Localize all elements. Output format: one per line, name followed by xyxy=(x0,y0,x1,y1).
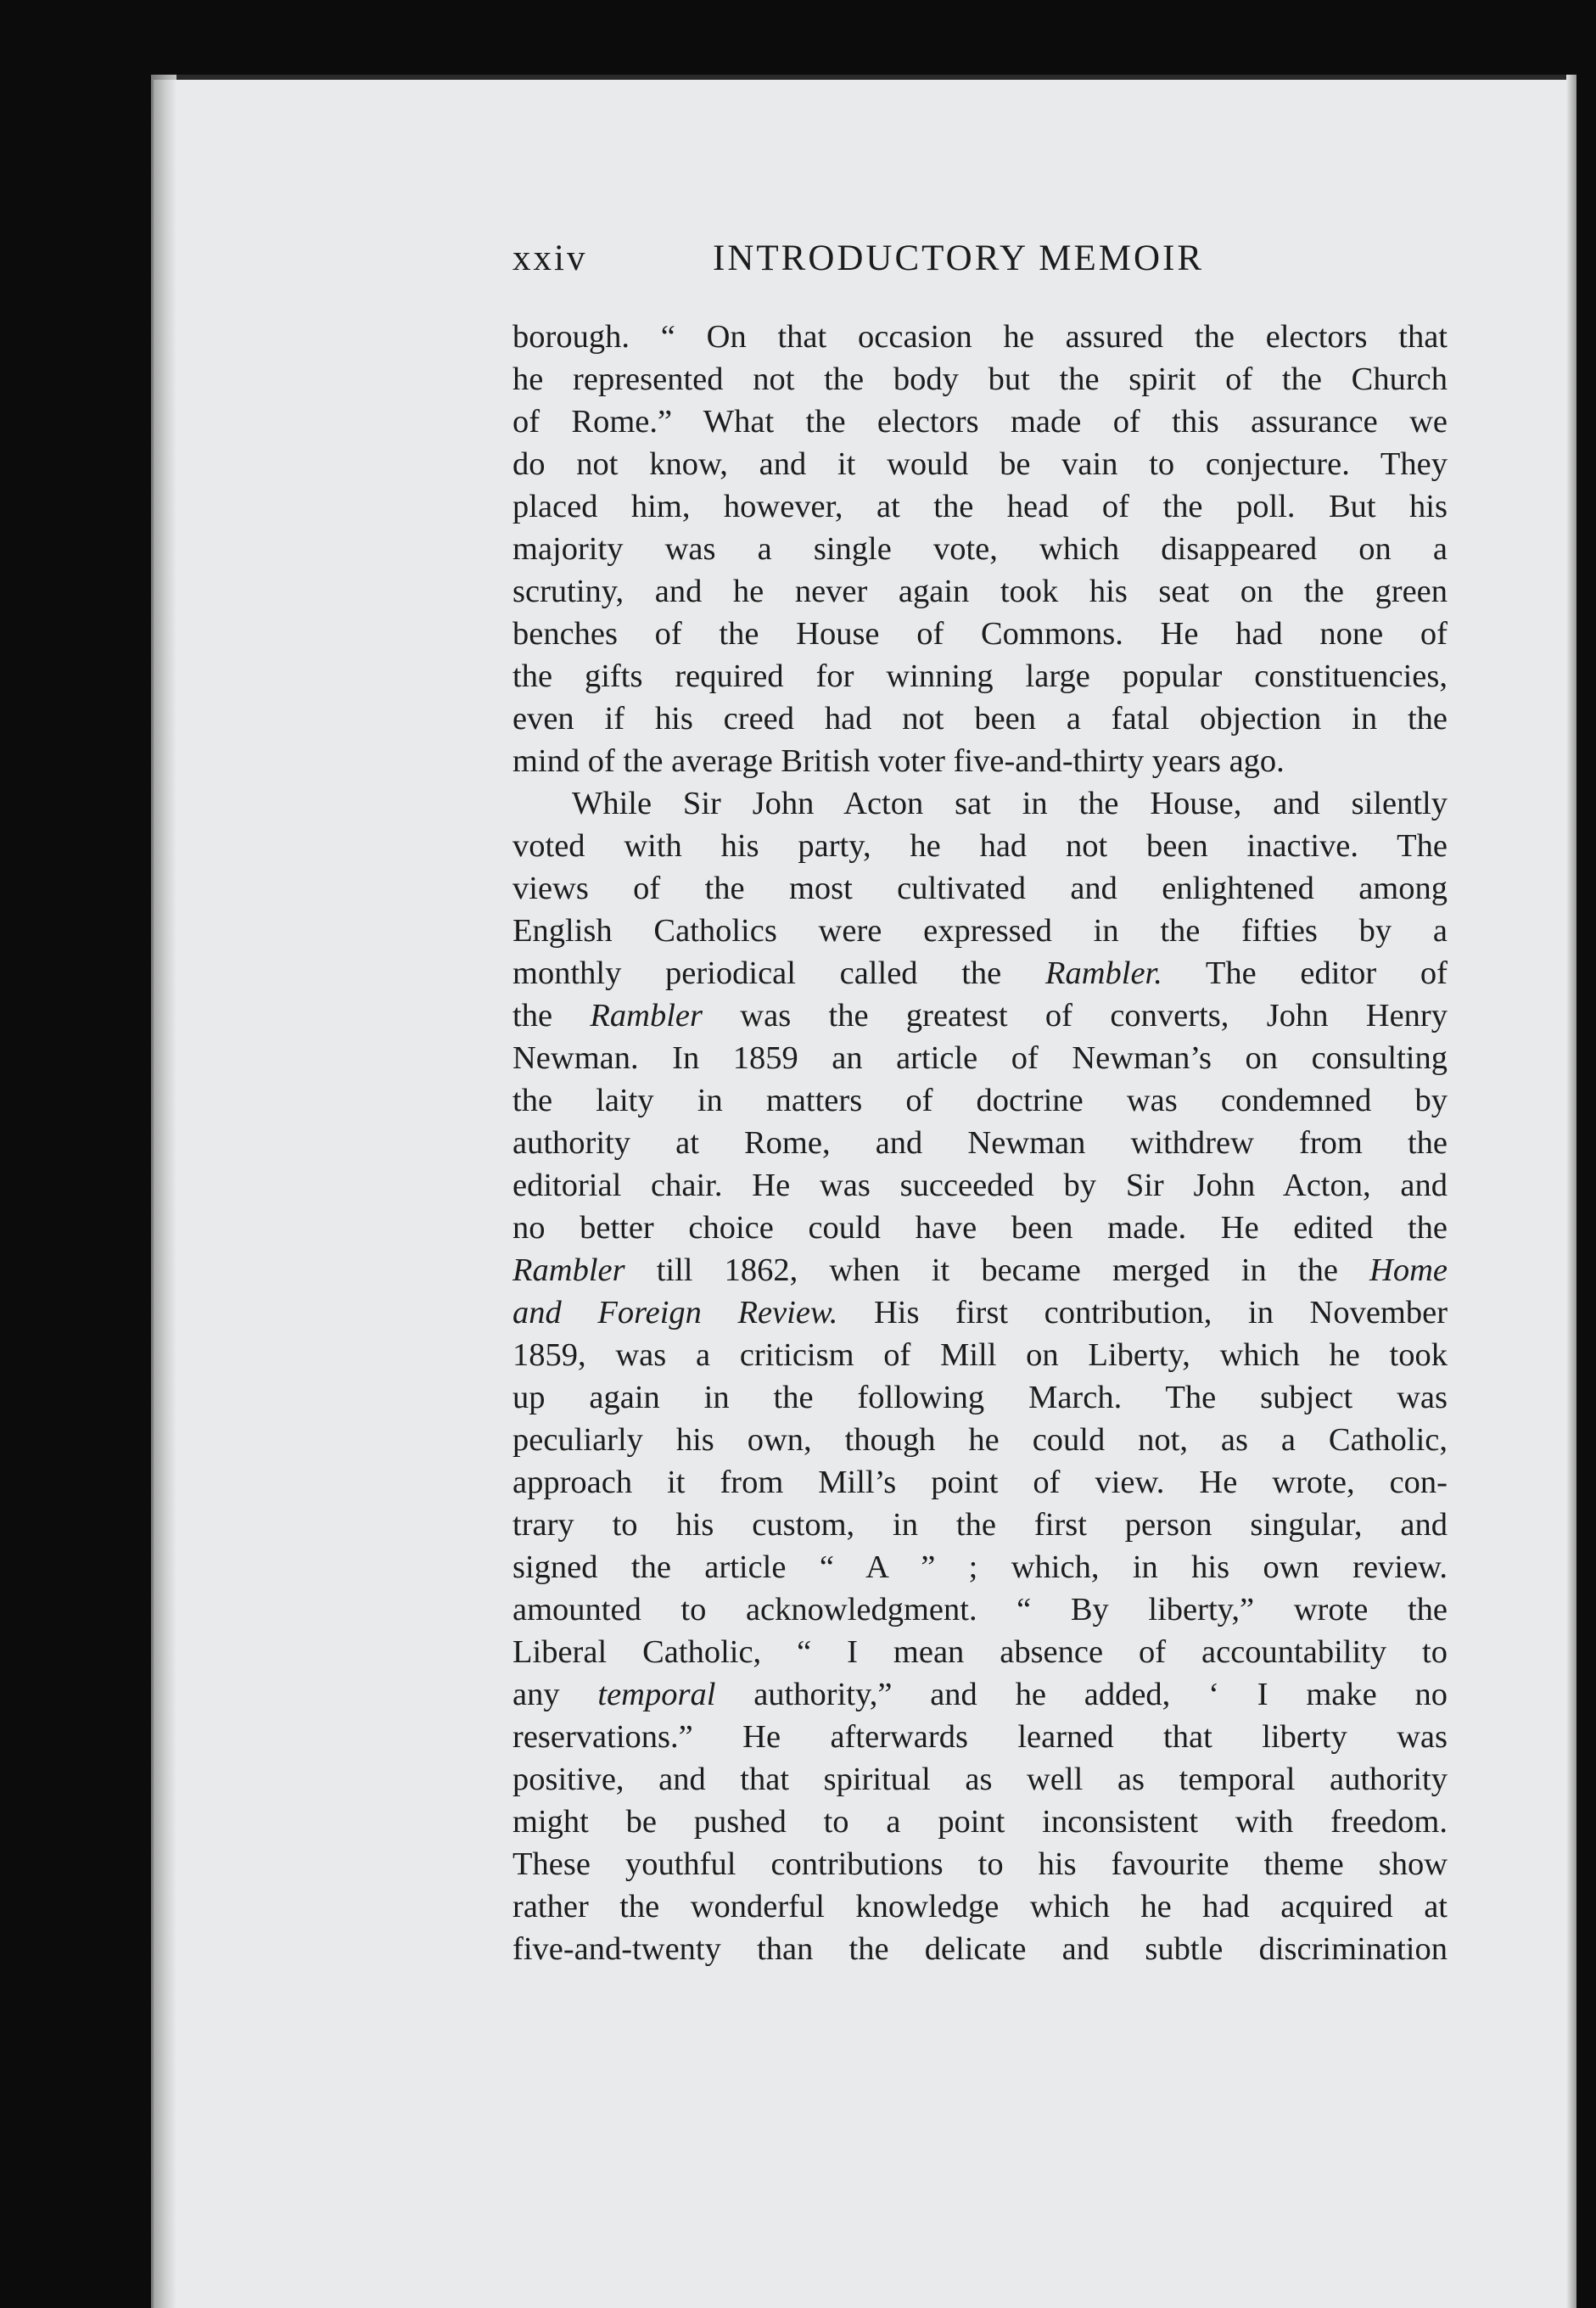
text-line xyxy=(512,1291,1448,1334)
text-segment: even if his creed had not been a fatal objection in the xyxy=(512,701,1448,737)
text-segment: peculiarly his own, though he could not, as a Catholic, xyxy=(512,1422,1448,1458)
text-segment: the gifts required for winning large popular constituencies, xyxy=(512,658,1448,694)
italic-text-segment: Rambler xyxy=(512,1252,625,1288)
text-segment: signed the article “ A ” ; which, in his own review. xyxy=(512,1549,1448,1585)
text-segment: reservations.” He afterwards learned that liberty was xyxy=(512,1719,1448,1755)
text-segment: he represented not the body but the spirit of the Church xyxy=(512,361,1448,397)
text-segment: the xyxy=(512,998,591,1034)
page-number: xxiv xyxy=(512,238,588,278)
text-segment: the laity in matters of doctrine was condemned by xyxy=(512,1083,1448,1118)
text-line xyxy=(512,1504,1448,1546)
text-segment: up again in the following March. The subject was xyxy=(512,1380,1448,1415)
text-line xyxy=(512,1461,1448,1504)
text-segment: rather the wonderful knowledge which he had acquired at xyxy=(512,1889,1448,1924)
text-segment: Liberal Catholic, “ I mean absence of accountability to xyxy=(512,1634,1448,1670)
page-gutter-shadow xyxy=(151,75,176,2308)
italic-text-segment: temporal xyxy=(597,1677,716,1712)
text-line xyxy=(512,485,1448,528)
text-line xyxy=(512,613,1448,655)
text-segment: mind of the average British voter five-and-thirty years ago. xyxy=(512,743,1285,779)
text-segment: of Rome.” What the electors made of this assurance we xyxy=(512,404,1448,440)
text-line xyxy=(512,1376,1448,1419)
text-segment: authority at Rome, and Newman withdrew from the xyxy=(512,1125,1448,1161)
text-line xyxy=(512,655,1448,697)
text-segment: five-and-twenty than the delicate and subtle discrimination xyxy=(512,1931,1448,1967)
text-segment: no better choice could have been made. He edited the xyxy=(512,1210,1448,1246)
text-segment: His first contribution, in November xyxy=(837,1295,1448,1330)
text-line xyxy=(512,401,1448,443)
text-segment: Newman. In 1859 an article of Newman’s on consulting xyxy=(512,1040,1448,1076)
italic-text-segment: and Foreign Review. xyxy=(512,1295,838,1330)
text-line xyxy=(512,910,1448,952)
text-line xyxy=(512,1801,1448,1843)
text-line xyxy=(512,358,1448,401)
text-line xyxy=(512,1164,1448,1207)
text-segment: 1859, was a criticism of Mill on Liberty, which he took xyxy=(512,1337,1448,1373)
text-segment: editorial chair. He was succeeded by Sir John Acton, and xyxy=(512,1168,1448,1203)
text-segment: amounted to acknowledgment. “ By liberty,” wrote the xyxy=(512,1592,1448,1627)
text-line xyxy=(512,443,1448,485)
text-line xyxy=(512,1419,1448,1461)
text-segment: English Catholics were expressed in the fifties by a xyxy=(512,913,1448,949)
text-line xyxy=(512,1334,1448,1376)
text-segment: monthly periodical called the xyxy=(512,955,1045,991)
body-text xyxy=(512,316,1448,1970)
italic-text-segment: Rambler. xyxy=(1044,955,1162,991)
text-line xyxy=(512,1249,1448,1291)
text-line xyxy=(512,782,1448,825)
text-segment: positive, and that spiritual as well as temporal authority xyxy=(512,1762,1448,1797)
text-segment: voted with his party, he had not been inactive. The xyxy=(512,828,1448,864)
text-segment: any xyxy=(512,1677,598,1712)
text-segment: scrutiny, and he never again took his seat on the green xyxy=(512,574,1448,609)
text-line xyxy=(512,1758,1448,1801)
text-line xyxy=(512,1546,1448,1588)
text-segment: The editor of xyxy=(1162,955,1448,991)
text-segment: majority was a single vote, which disappeared on a xyxy=(512,531,1448,567)
text-segment: was the greatest of converts, John Henry xyxy=(702,998,1448,1034)
text-line xyxy=(512,1673,1448,1716)
text-line xyxy=(512,1037,1448,1079)
text-segment: borough. “ On that occasion he assured the electors that xyxy=(512,319,1448,355)
text-line xyxy=(512,1843,1448,1885)
text-line xyxy=(512,570,1448,613)
text-line xyxy=(512,952,1448,994)
text-line xyxy=(512,1716,1448,1758)
text-segment: do not know, and it would be vain to conjecture. They xyxy=(512,446,1448,482)
text-segment: authority,” and he added, ‘ I make no xyxy=(715,1677,1448,1712)
text-line xyxy=(512,528,1448,570)
text-segment: till 1862, when it became merged in the xyxy=(624,1252,1370,1288)
text-line xyxy=(512,1122,1448,1164)
text-line xyxy=(512,1079,1448,1122)
text-line xyxy=(512,1588,1448,1631)
text-line xyxy=(512,825,1448,867)
text-segment: views of the most cultivated and enlightened among xyxy=(512,871,1448,906)
text-segment: While Sir John Acton sat in the House, and silently xyxy=(572,786,1448,821)
text-segment: benches of the House of Commons. He had none of xyxy=(512,616,1448,652)
text-line xyxy=(512,1631,1448,1673)
text-line xyxy=(512,994,1448,1037)
text-segment: These youthful contributions to his favourite theme show xyxy=(512,1846,1448,1882)
page-fore-edge xyxy=(1566,75,1576,2308)
text-line xyxy=(512,1928,1448,1970)
text-segment: might be pushed to a point inconsistent with freedom. xyxy=(512,1804,1448,1840)
running-head xyxy=(512,238,1448,280)
text-segment: trary to his custom, in the first person singular, and xyxy=(512,1507,1448,1543)
text-line xyxy=(512,316,1448,358)
text-segment: approach it from Mill’s point of view. He wrote, con- xyxy=(512,1465,1448,1500)
text-line xyxy=(512,1885,1448,1928)
text-segment: placed him, however, at the head of the poll. But his xyxy=(512,489,1448,524)
text-line xyxy=(512,1207,1448,1249)
italic-text-segment: Rambler xyxy=(590,998,703,1034)
text-line xyxy=(512,740,1448,782)
text-line xyxy=(512,697,1448,740)
running-title: INTRODUCTORY MEMOIR xyxy=(713,238,1205,278)
italic-text-segment: Home xyxy=(1369,1252,1448,1288)
text-line xyxy=(512,867,1448,910)
